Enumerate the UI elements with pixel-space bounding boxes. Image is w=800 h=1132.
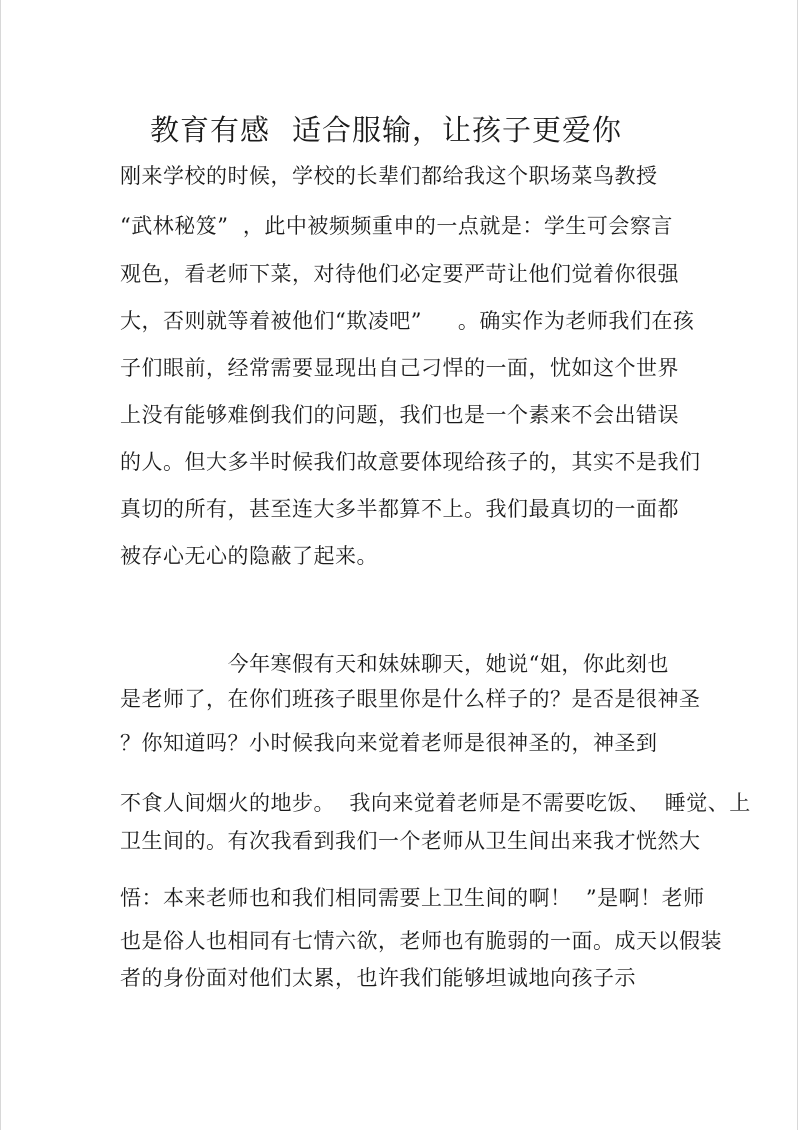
body-line-9: 被存心无心的隐蔽了起来。 (120, 544, 378, 568)
title-part-2: 适合服输，让孩子更爱你 (292, 113, 623, 147)
body-line-14: 卫生间的。有次我看到我们一个老师从卫生间出来我才恍然大 (120, 829, 701, 853)
body-line-13: 不食人间烟火的地步。 我向来觉着老师是不需要吃饭、 睡觉、上 (120, 791, 751, 815)
body-line-16: 也是俗人也相同有七情六欲，老师也有脆弱的一面。成天以假装 (120, 929, 722, 953)
body-line-1: 刚来学校的时候，学校的长辈们都给我这个职场菜鸟教授 (120, 164, 658, 188)
body-line-6: 上没有能够难倒我们的问题，我们也是一个素来不会出错误 (120, 403, 679, 427)
body-line-4: 大，否则就等着被他们“欺凌吧” 。确实作为老师我们在孩 (120, 309, 695, 333)
body-line-17: 者的身份面对他们太累，也许我们能够坦诚地向孩子示 (120, 966, 636, 990)
body-line-2: “武林秘笈” ，此中被频频重申的一点就是：学生可会察言 (120, 214, 673, 238)
body-line-10: 今年寒假有天和妹妹聊天，她说“姐，你此刻也 (120, 652, 669, 676)
body-line-11: 是老师了，在你们班孩子眼里你是什么样子的？是否是很神圣 (120, 687, 701, 711)
body-line-5: 子们眼前，经常需要显现出自己刁悍的一面，忧如这个世界 (120, 356, 679, 380)
body-line-15: 悟：本来老师也和我们相同需要上卫生间的啊！ ”是啊！老师 (120, 886, 705, 910)
document-title (150, 108, 622, 149)
body-line-12: ？你知道吗？小时候我向来觉着老师是很神圣的，神圣到 (120, 731, 658, 755)
body-line-8: 真切的所有，甚至连大多半都算不上。我们最真切的一面都 (120, 497, 679, 521)
body-line-7: 的人。但大多半时候我们故意要体现给孩子的，其实不是我们 (120, 450, 701, 474)
body-line-3: 观色，看老师下菜，对待他们必定要严苛让他们觉着你很强 (120, 262, 679, 286)
title-part-1: 教育有感 (150, 113, 271, 147)
